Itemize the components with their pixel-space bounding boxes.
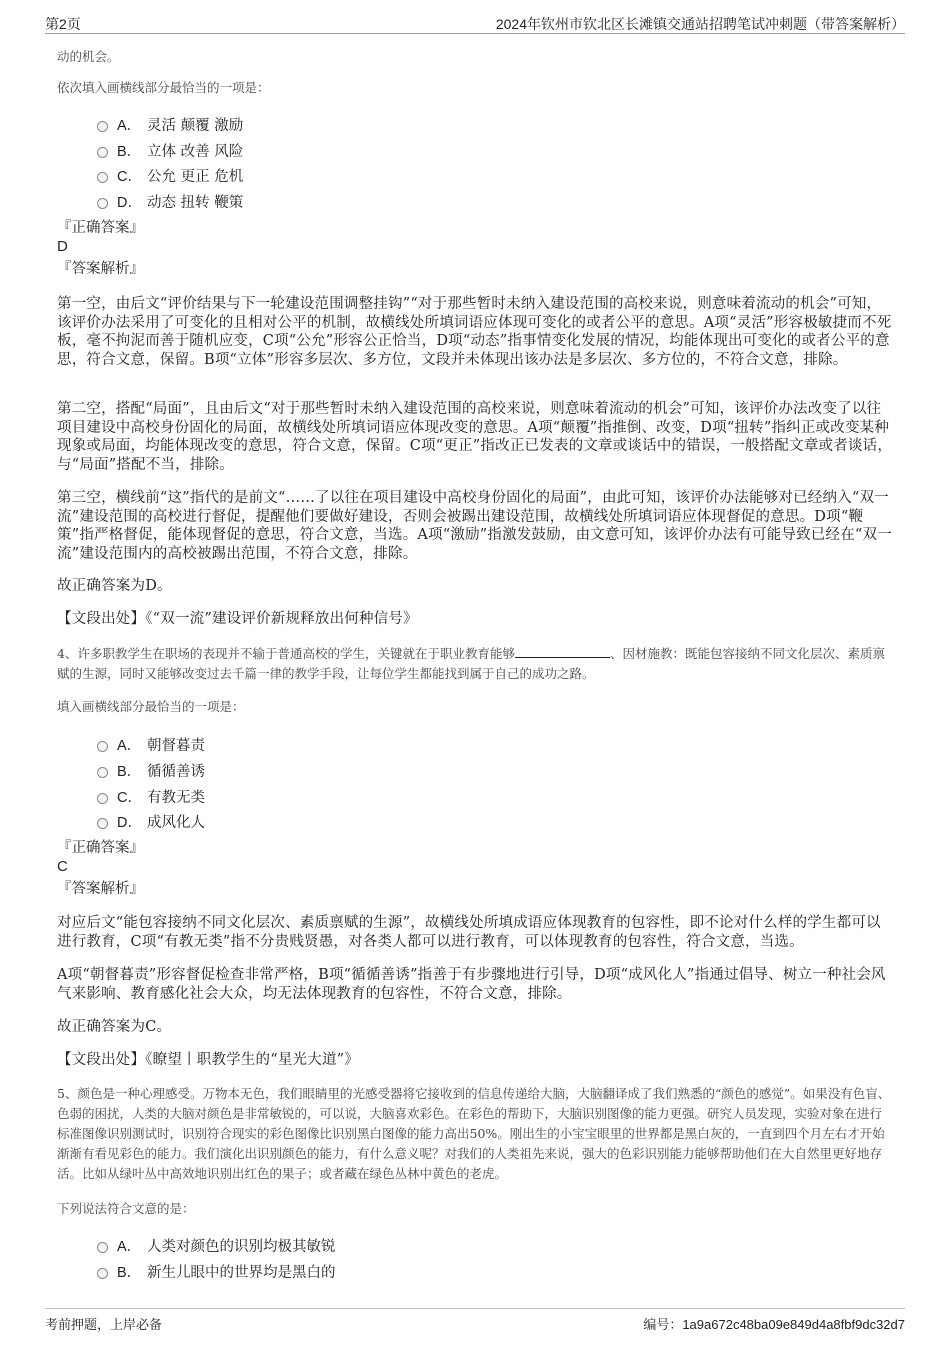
q5-option-b[interactable]: B． 新生儿眼中的世界均是黑白的 <box>97 1260 336 1282</box>
option-text: 立体 改善 风险 <box>147 143 244 160</box>
q4-stem: 4、许多职教学生在职场的表现并不输于普通高校的学生，关键就在于职业教育能够 、因材施教：既能包容接纳不同文化层次、素质禀赋的生源，同时又能够改变过去千篇一律的教学手段，让每位学生都能找到属于自己的成功之路。 <box>57 646 885 681</box>
q3-option-c[interactable]: C． 公允 更正 危机 <box>97 164 243 186</box>
q4-conclusion: 故正确答案为C。 <box>57 1019 172 1035</box>
document-id: 编号：1a9a672c48ba09e849d4a8fbf9dc32d7 <box>643 1317 905 1332</box>
option-text: 成风化人 <box>147 814 205 831</box>
q4-option-b[interactable]: B． 循循善诱 <box>97 759 205 781</box>
radio-icon[interactable] <box>97 1268 108 1279</box>
radio-icon[interactable] <box>97 767 108 778</box>
fill-blank <box>515 646 610 658</box>
q3-option-a[interactable]: A． 灵活 颠覆 激励 <box>97 113 243 135</box>
q5-stem: 5、颜色是一种心理感受。万物本无色，我们眼睛里的光感受器将它接收到的信息传递给大脑，大脑翻译成了我们熟悉的“颜色的感觉”。如果没有色盲、色弱的困扰，人类的大脑对颜色是非常敏锐的，可以说，大脑喜欢彩色。在彩色的帮助下，大脑识别图像的能力更强。研究人员发现，实验对象在进行标准图像识别测试时，识别符合现实的彩色图像比识别黑白图像的能力高出50%。刚出生的小宝宝眼里的世界都是黑白灰的，一直到四个月左右才开始渐渐有看见彩色的能力。我们演化出识别颜色的能力，有什么意义呢？对我们的人类祖先来说，强大的色彩识别能力能够帮助他们在大自然里更好地存活。比如从绿叶丛中高效地识别出红色的果子；或者藏在绿色丛林中黄色的老虎。 <box>57 1086 891 1181</box>
option-text: 朝督暮责 <box>147 737 205 754</box>
q4-option-d[interactable]: D． 成风化人 <box>97 810 205 832</box>
option-text: 人类对颜色的识别均极其敏锐 <box>147 1238 336 1255</box>
option-text: 循循善诱 <box>147 763 205 780</box>
page-header <box>45 12 905 34</box>
q4-answer-label: 『正确答案』 <box>57 840 144 856</box>
q3-stem-tail: 动的机会。 <box>57 49 120 64</box>
q3-option-d[interactable]: D． 动态 扭转 鞭策 <box>97 190 243 212</box>
q3-analysis-p3: 第三空，横线前“这”指代的是前文“……了以往在项目建设中高校身份固化的局面”，由此可知，该评价办法能够对已经纳入“双一流”建设范围的高校进行督促，提醒他们要做好建设，否则会被踢出建设范围，故横线处所填词语应体现督促的意思。D项“鞭策”指严格督促，能体现督促的意思，符合文意，当选。A项“激励”指激发鼓励，由文意可知，该评价办法有可能导致已经在“双一流”建设范围内的高校被踢出范围，不符合文意，排除。 <box>57 490 892 562</box>
radio-icon[interactable] <box>97 1242 108 1253</box>
q3-prompt: 依次填入画横线部分最恰当的一项是： <box>57 80 270 95</box>
radio-icon[interactable] <box>97 818 108 829</box>
q3-analysis-label: 『答案解析』 <box>57 261 144 277</box>
q3-source: 【文段出处】《“双一流”建设评价新规释放出何种信号》 <box>57 611 418 627</box>
radio-icon[interactable] <box>97 147 108 158</box>
q3-option-b[interactable]: B． 立体 改善 风险 <box>97 139 243 161</box>
page-footer <box>45 1308 905 1332</box>
option-text: 动态 扭转 鞭策 <box>147 194 244 211</box>
radio-icon[interactable] <box>97 172 108 183</box>
q4-analysis-p1: 对应后文“能包容接纳不同文化层次、素质禀赋的生源”，故横线处所填成语应体现教育的包容性，即不论对什么样的学生都可以进行教育，C项“有教无类”指不分贵贱贤愚，对各类人都可以进行教育，可以体现教育的包容性，符合文意，当选。 <box>57 915 881 950</box>
q4-answer-value: C <box>57 858 68 875</box>
footer-slogan: 考前押题，上岸必备 <box>45 1318 163 1333</box>
option-text: 有教无类 <box>147 789 205 806</box>
q4-analysis-p2: A项“朝督暮责”形容督促检查非常严格，B项“循循善诱”指善于有步骤地进行引导，D项“成风化人”指通过倡导、树立一种社会风气来影响、教育感化社会大众，均无法体现教育的包容性，不符合文意，排除。 <box>57 967 886 1002</box>
q3-analysis-p1: 第一空，由后文“评价结果与下一轮建设范围调整挂钩”“对于那些暂时未纳入建设范围的高校来说，则意味着流动的机会”可知，该评价办法采用了可变化的且相对公平的机制，故横线处所填词语应体现可变化的或者公平的意思。A项“灵活”形容极敏捷而不死板，毫不拘泥而善于随机应变，C项“公允”形容公正恰当，D项“动态”指事情变化发展的情况，均能体现出可变化的或者公平的意思，符合文意，保留。B项“立体”形容多层次、多方位，文段并未体现出该办法是多层次、多方位的，不符合文意，排除。 <box>57 296 892 368</box>
radio-icon[interactable] <box>97 741 108 752</box>
option-text: 公允 更正 危机 <box>147 168 244 185</box>
q4-source: 【文段出处】《瞭望丨职教学生的“星光大道”》 <box>57 1052 359 1068</box>
q5-option-a[interactable]: A． 人类对颜色的识别均极其敏锐 <box>97 1234 336 1256</box>
q3-analysis-p2: 第二空，搭配“局面”，且由后文“对于那些暂时未纳入建设范围的高校来说，则意味着流动的机会”可知，该评价办法改变了以往项目建设中高校身份固化的局面，故横线处所填词语应体现改变的意思。A项“颠覆”指推倒、改变，D项“扭转”指纠正或改变某种现象或局面，均能体现改变的意思，符合文意，保留。C项“更正”指改正已发表的文章或谈话中的错误，一般搭配文章或者谈话，与“局面”搭配不当，排除。 <box>57 401 893 473</box>
radio-icon[interactable] <box>97 121 108 132</box>
radio-icon[interactable] <box>97 198 108 209</box>
option-text: 新生儿眼中的世界均是黑白的 <box>147 1264 336 1281</box>
q3-answer-label: 『正确答案』 <box>57 220 144 236</box>
q4-prompt: 填入画横线部分最恰当的一项是： <box>57 699 245 714</box>
q4-analysis-label: 『答案解析』 <box>57 881 144 897</box>
radio-icon[interactable] <box>97 793 108 804</box>
document-title: 2024年钦州市钦北区长滩镇交通站招聘笔试冲刺题（带答案解析） <box>495 16 905 32</box>
page-number: 第2页 <box>45 16 81 32</box>
q4-option-c[interactable]: C． 有教无类 <box>97 785 205 807</box>
option-text: 灵活 颠覆 激励 <box>147 117 244 134</box>
q3-conclusion: 故正确答案为D。 <box>57 578 172 594</box>
q3-answer-value: D <box>57 238 68 255</box>
q5-prompt: 下列说法符合文意的是： <box>57 1201 195 1216</box>
q4-option-a[interactable]: A． 朝督暮责 <box>97 733 205 755</box>
